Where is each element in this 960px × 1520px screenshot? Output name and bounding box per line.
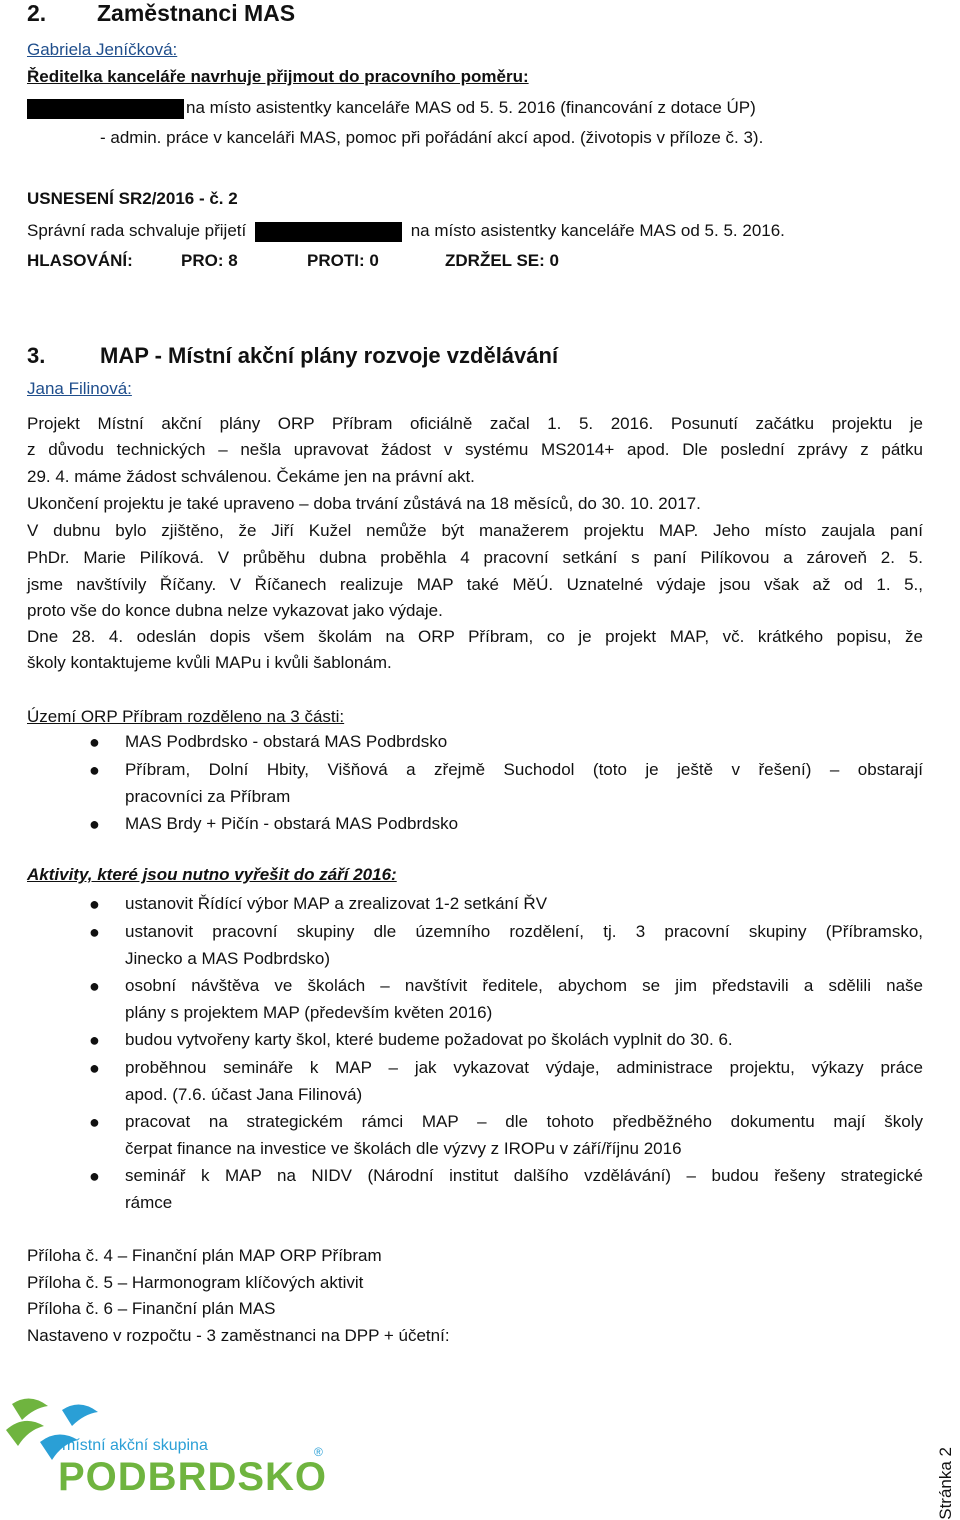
list-item-text bbox=[125, 811, 923, 838]
section-2-title: Zaměstnanci MAS bbox=[97, 0, 296, 26]
list-item-line: MAS Brdy + Pičín - obstará MAS Podbrdsko bbox=[125, 814, 459, 833]
list-item-line: pracovat na strategickém rámci MAP – dle tohoto předběžného dokumentu mají školy bbox=[125, 1112, 923, 1131]
list-item-text bbox=[125, 729, 923, 756]
section-2-heading bbox=[27, 0, 295, 27]
bullet-icon: ● bbox=[89, 1058, 100, 1078]
list-item-line: osobní návštěva ve školách – navštívit ředitele, abychom se jim představili a sdělili naše bbox=[125, 976, 923, 995]
bullet-icon: ● bbox=[89, 760, 100, 780]
paragraph-line: Dne 28. 4. odeslán dopis všem školám na ORP Příbram, co je projekt MAP, vč. krátkého popisu, že bbox=[27, 627, 923, 646]
bullet-icon: ● bbox=[89, 732, 100, 752]
logo-graphic bbox=[0, 1390, 330, 1500]
bullet-icon: ● bbox=[89, 1166, 100, 1186]
list-item-line: seminář k MAP na NIDV (Národní institut dalšího vzdělávání) – budou řešeny strategické bbox=[125, 1166, 923, 1185]
list-item-line: Jinecko a MAS Podbrdsko) bbox=[125, 948, 331, 968]
proposal-line-2: - admin. práce v kanceláři MAS, pomoc při pořádání akcí apod. (životopis v příloze č. 3). bbox=[100, 128, 764, 147]
vote-against: PROTI: 0 bbox=[307, 251, 379, 270]
vote-row bbox=[27, 248, 923, 274]
list-item-line: proběhnou semináře k MAP – jak vykazovat výdaje, administrace projektu, výkazy práce bbox=[125, 1058, 923, 1077]
list-item-line: plány s projektem MAP (především květen 2016) bbox=[125, 1002, 493, 1022]
list-item-line: apod. (7.6. účast Jana Filinová) bbox=[125, 1084, 363, 1104]
logo-tagline: místní akční skupina bbox=[62, 1437, 208, 1454]
bullet-icon: ● bbox=[89, 1030, 100, 1050]
paragraph-line: PhDr. Marie Pilíková. V průběhu dubna proběhla 4 pracovní setkání s paní Pilíkovou a zároveň 2. 5. bbox=[27, 548, 923, 567]
proposal-line-1 bbox=[27, 95, 756, 122]
logo-registered-mark: ® bbox=[314, 1445, 323, 1459]
paragraph-line: z důvodu technických – nešla upravovat žádost v systému MS2014+ apod. Dle poslední zprávy z pátku bbox=[27, 440, 923, 459]
vote-label: HLASOVÁNÍ: bbox=[27, 251, 133, 270]
list-item-text bbox=[125, 1027, 923, 1054]
list-item-text bbox=[125, 1109, 923, 1162]
attachment-line: Příloha č. 4 – Finanční plán MAP ORP Příbram bbox=[27, 1246, 382, 1265]
vote-abstain: ZDRŽEL SE: 0 bbox=[445, 251, 559, 270]
attachment-line: Příloha č. 6 – Finanční plán MAS bbox=[27, 1299, 276, 1318]
redacted-name bbox=[27, 99, 184, 119]
list-item-line: budou vytvořeny karty škol, které budeme požadovat po školách vyplnit do 30. 6. bbox=[125, 1030, 733, 1049]
list-item-line: čerpat finance na investice ve školách dle výzvy z IROPu v září/říjnu 2016 bbox=[125, 1138, 682, 1158]
list-item-line: ustanovit Řídící výbor MAP a zrealizovat 1-2 setkání ŘV bbox=[125, 894, 548, 913]
attachment-line: Příloha č. 5 – Harmonogram klíčových aktivit bbox=[27, 1273, 364, 1292]
proposal-heading: Ředitelka kanceláře navrhuje přijmout do pracovního poměru: bbox=[27, 67, 529, 86]
list-item-text bbox=[125, 919, 923, 972]
bullet-icon: ● bbox=[89, 922, 100, 942]
list-item-line: Příbram, Dolní Hbity, Višňová a zřejmě Suchodol (toto je ještě v řešení) – obstarají bbox=[125, 760, 923, 779]
section-2-number: 2. bbox=[27, 0, 47, 26]
budget-note: Nastaveno v rozpočtu - 3 zaměstnanci na DPP + účetní: bbox=[27, 1326, 450, 1345]
territory-heading: Území ORP Příbram rozděleno na 3 části: bbox=[27, 707, 345, 726]
proposal-line-1-text: na místo asistentky kanceláře MAS od 5. 5. 2016 (financování z dotace ÚP) bbox=[186, 98, 756, 117]
resolution-title: USNESENÍ SR2/2016 - č. 2 bbox=[27, 189, 238, 208]
section-2-speaker: Gabriela Jeníčková: bbox=[27, 40, 178, 59]
bullet-icon: ● bbox=[89, 976, 100, 996]
resolution-text-b: na místo asistentky kanceláře MAS od 5. 5. 2016. bbox=[410, 221, 785, 240]
paragraph-line: Projekt Místní akční plány ORP Příbram oficiálně začal 1. 5. 2016. Posunutí začátku projektu je bbox=[27, 414, 923, 433]
paragraph-line: jsme navštívily Říčany. V Říčanech realizuje MAP také MěÚ. Uznatelné výdaje jsou však až od 1. 5., bbox=[27, 575, 923, 594]
vote-for: PRO: 8 bbox=[181, 251, 238, 270]
mas-podbrdsko-logo bbox=[0, 1390, 330, 1500]
paragraph-line: školy kontaktujeme kvůli MAPu i kvůli šablonám. bbox=[27, 653, 392, 672]
page-number: Stránka 2 bbox=[936, 1447, 955, 1520]
section-3-heading bbox=[27, 343, 558, 370]
section-3-speaker: Jana Filinová: bbox=[27, 379, 132, 398]
bullet-icon: ● bbox=[89, 894, 100, 914]
list-item-text bbox=[125, 891, 923, 918]
resolution-text bbox=[27, 218, 785, 245]
page-number-margin bbox=[925, 1410, 960, 1520]
list-item-text bbox=[125, 757, 923, 810]
bullet-icon: ● bbox=[89, 1112, 100, 1132]
paragraph-line: proto vše do konce dubna nelze vykazovat jako výdaje. bbox=[27, 601, 443, 620]
list-item-text bbox=[125, 1163, 923, 1216]
list-item-line: ustanovit pracovní skupiny dle územního rozdělení, tj. 3 pracovní skupiny (Příbramsko, bbox=[125, 922, 923, 941]
list-item-text bbox=[125, 1055, 923, 1108]
list-item-line: rámce bbox=[125, 1192, 173, 1212]
paragraph-line: V dubnu bylo zjištěno, že Jiří Kužel nemůže být manažerem projektu MAP. Jeho místo zaujala paní bbox=[27, 521, 923, 540]
list-item-line: MAS Podbrdsko - obstará MAS Podbrdsko bbox=[125, 732, 448, 751]
bullet-icon: ● bbox=[89, 814, 100, 834]
redacted-name-2 bbox=[255, 222, 402, 242]
section-3-title: MAP - Místní akční plány rozvoje vzdělávání bbox=[100, 343, 559, 368]
section-3-number: 3. bbox=[27, 343, 46, 368]
paragraph-line: Ukončení projektu je také upraveno – doba trvání zůstává na 18 měsíců, do 30. 10. 2017. bbox=[27, 494, 701, 513]
list-item-line: pracovníci za Příbram bbox=[125, 786, 291, 806]
list-item-text bbox=[125, 973, 923, 1026]
logo-name: PODBRDSKO bbox=[58, 1455, 328, 1499]
paragraph-line: 29. 4. máme žádost schválenou. Čekáme jen na právní akt. bbox=[27, 467, 475, 486]
activities-heading: Aktivity, které jsou nutno vyřešit do září 2016: bbox=[27, 865, 397, 884]
resolution-text-a: Správní rada schvaluje přijetí bbox=[27, 221, 247, 240]
